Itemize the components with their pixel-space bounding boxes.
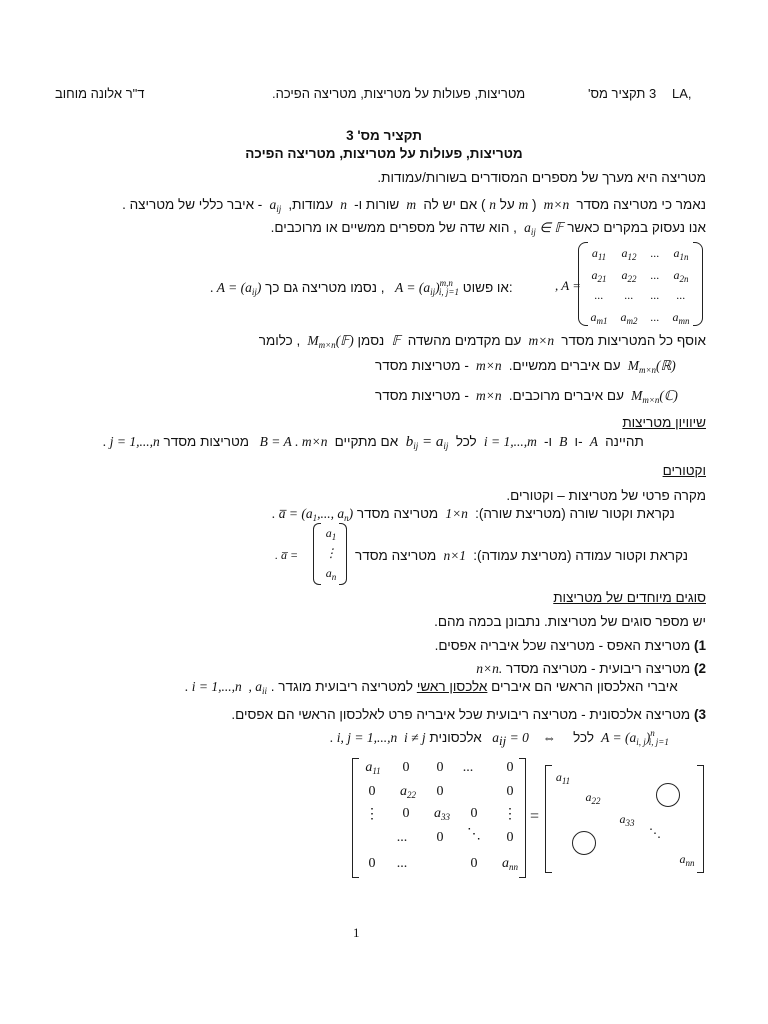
special-item-2-line-b: . i = 1,...,n , $a_{ii}$ . איברי האלכסון הראשי הם איברים אלכסון ראשי למטריצה ריבועית מוגדר — [185, 679, 678, 696]
intro-line-3: אנו נעסוק במקרים כאשר $a_{ij}$ ∈ 𝔽 , הוא שדה של מספרים ממשיים או מרוכבים. — [270, 220, 706, 237]
intro-line-6: עם איברים ממשיים. m×n - מטריצות מסדר $M_{m\times n}(ℝ)$ — [375, 358, 676, 375]
special-heading: סוגים מיוחדים של מטריצות — [553, 590, 706, 605]
special-item-1: 1) מטריצת האפס - מטריצה שכל איבריה אפסים. — [434, 638, 706, 653]
intro-line-4: . $A = (a_{ij})$ או פשוט $A = (a_{ij})^{m,n}_{i, j=1}$ , נסמו מטריצה גם כך: — [210, 278, 513, 297]
equals-sign: = — [530, 808, 540, 825]
diag-matrix-left-bracket — [352, 758, 359, 878]
vectors-line-1: מקרה פרטי של מטריצות – וקטורים. — [506, 488, 706, 503]
matrix-a-label: , A = — [555, 278, 581, 293]
header-author: ד"ר אלונה מוחוב — [55, 86, 145, 101]
special-item-2: 2) מטריצה ריבועית - מטריצה מסדר n×n. — [472, 661, 706, 676]
diagonal-matrix: $a_{11}$ 0 0 ... 0 0 $a_{22}$ 0 0 ⋮ 0 $a_{33}$ 0 ⋮ ... 0 ⋱ 0 0 ... 0 $a_{nn}$ — [365, 760, 518, 872]
intro-line-1: מטריצה היא מערך של מספרים המסודרים בשורות/עמודות. — [377, 170, 706, 185]
column-vector: $a_1$ ⋮ $a_n$ — [325, 526, 337, 582]
equality-text: . j = 1,...,n ו- i = 1,...,m לכל $b_{ij} = a_{ij}$ אם מתקיים B = A . m×n מטריצות מסדר B ו- A תהיינה — [103, 434, 644, 451]
intro-line-5: אוסף כל המטריצות מסדר m×n עם מקדמים מהשדה 𝔽 נסמן $M_{m\times n}(𝔽)$ , כלומר — [258, 333, 706, 350]
page-number: 1 — [353, 925, 360, 940]
special-intro: יש מספר סוגים של מטריצות. נתבונן בכמה מהם. — [434, 614, 706, 629]
special-item-3: 3) מטריצה אלכסונית - מטריצה ריבועית שכל איבריה פרט לאלכסון הראשי הם אפסים. — [231, 707, 706, 722]
zero-circles-matrix: $a_{11}$ $a_{22}$ $a_{33}$ ⋱ $a_{nn}$ — [555, 770, 695, 868]
column-vector-label: . a̅ = — [275, 548, 299, 562]
intro-line-2: נאמר כי מטריצה מסדר m×n ( m על n ) אם יש לה m שורות ו- n עמודות, $a_{ij}$ - איבר כללי של מטריצה . — [122, 197, 706, 214]
equality-heading: שיוויון מטריצות — [622, 415, 706, 430]
header-topic: מטריצות, פעולות על מטריצות, מטריצה הפיכה. — [272, 86, 526, 101]
page-subtitle: מטריצות, פעולות על מטריצות, מטריצה הפיכה — [245, 146, 523, 161]
special-item-3-line-b: . i, j = 1,...,n i ≠ j לכל aij = 0 ⇔ אלכסונית $A = (a_{i, j})^n_{i, j=1}$ — [330, 728, 669, 748]
vectors-heading: וקטורים — [662, 463, 706, 478]
vectors-line-3: נקראת וקטור עמודה (מטריצת עמודה): n×1 מטריצה מסדר — [355, 548, 688, 563]
lower-zero-circle — [572, 831, 596, 855]
page-title: תקציר מס' 3 — [346, 128, 422, 143]
header-number: 3 תקציר מס' — [588, 86, 657, 101]
intro-line-7: עם איברים מרוכבים. m×n - מטריצות מסדר $M_{m\times n}(ℂ)$ — [375, 388, 678, 405]
header-course: LA, — [672, 86, 692, 101]
upper-zero-circle — [656, 783, 680, 807]
general-matrix: $a_{11}$ $a_{12}$ ... $a_{1n}$ $a_{21}$ $a_{22}$ ... $a_{2n}$ ... ... ... ... $a_{m1}$ $a_{m2}$ ... $a_{mn}$ — [590, 246, 690, 326]
vectors-line-2: . a̅ = ($a_1$,..., $a_n$) נקראת וקטור שורה (מטריצת שורה): 1×n מטריצה מסדר — [272, 506, 675, 523]
